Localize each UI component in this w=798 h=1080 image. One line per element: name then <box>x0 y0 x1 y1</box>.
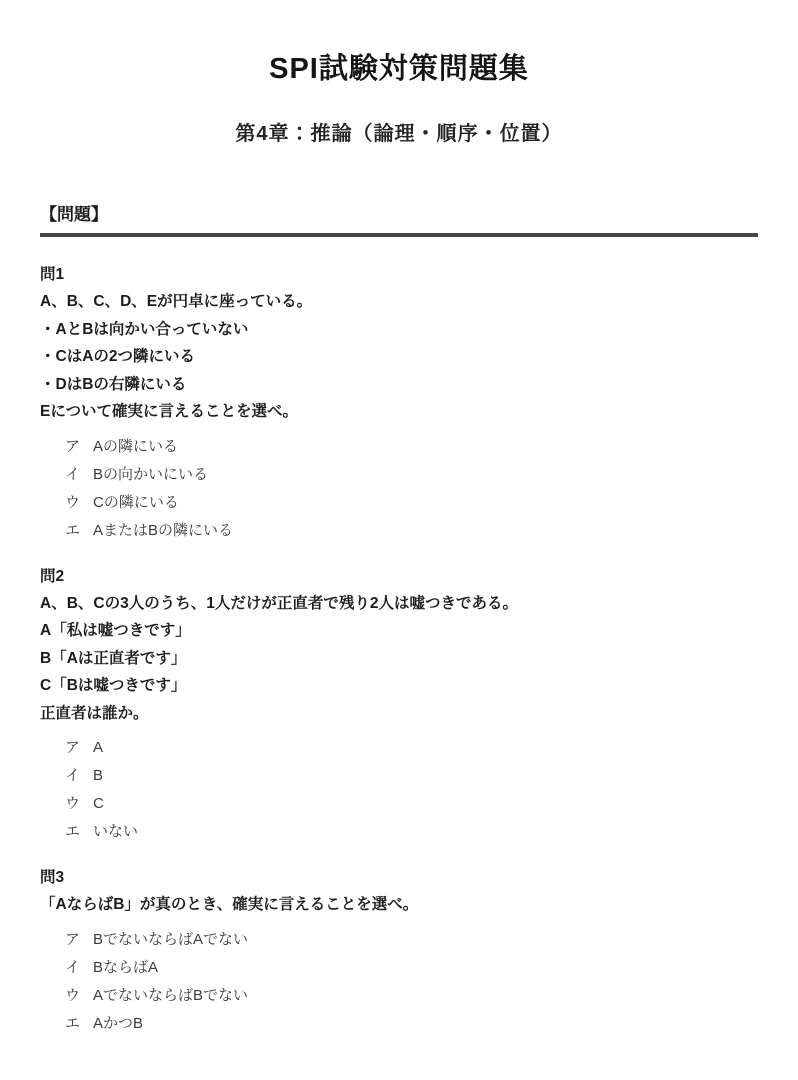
option-text: BでないならばAでない <box>93 930 249 948</box>
answer-option <box>65 489 758 517</box>
question-statement-line: 正直者は誰か。 <box>40 704 149 722</box>
option-marker: ア <box>65 437 81 455</box>
question-statement-line: A、B、C、D、Eが円卓に座っている。 <box>40 293 313 310</box>
answer-option <box>65 433 758 461</box>
option-text: AでないならばBでない <box>93 986 249 1004</box>
answer-options <box>65 433 758 545</box>
answer-option <box>65 734 758 762</box>
option-marker: エ <box>65 521 81 539</box>
question-statement-line: A「私は嘘つきです」 <box>40 622 191 639</box>
chapter-subtitle: 第4章：推論（論理・順序・位置） <box>235 123 563 145</box>
answer-option <box>65 818 758 846</box>
option-text: A <box>93 739 104 756</box>
question-block <box>40 257 758 545</box>
answer-option <box>65 517 758 545</box>
question-number: 問1 <box>40 266 65 283</box>
questions <box>0 257 798 1038</box>
option-text: Aの隣にいる <box>93 437 179 455</box>
answer-option <box>65 461 758 489</box>
option-marker: ア <box>65 930 81 948</box>
question-number: 問2 <box>40 567 65 585</box>
option-marker: エ <box>65 823 81 840</box>
option-marker: イ <box>65 767 81 784</box>
answer-option <box>65 982 758 1010</box>
answer-option <box>65 926 758 954</box>
option-text: C <box>93 795 104 812</box>
question-statements <box>40 891 758 919</box>
option-marker: ウ <box>65 986 81 1004</box>
answer-option <box>65 1010 758 1038</box>
answer-options <box>65 734 758 846</box>
question-block <box>40 860 758 1038</box>
option-text: AかつB <box>93 1014 144 1032</box>
question-statement-line: B「Aは正直者です」 <box>40 649 187 667</box>
option-marker: ウ <box>65 795 81 812</box>
option-text: いない <box>93 823 139 840</box>
question-number: 問3 <box>40 869 65 886</box>
document-title: SPI試験対策問題集 <box>269 53 529 85</box>
option-text: Bの向かいにいる <box>93 465 209 483</box>
question-statement-line: 「AならばB」が真のとき、確実に言えることを選べ。 <box>40 896 419 913</box>
question-statements <box>40 590 758 728</box>
option-text: B <box>93 767 104 784</box>
answer-option <box>65 954 758 982</box>
question-statement-line: ・CはAの2つ隣にいる <box>40 348 196 365</box>
question-statement-line: ・AとBは向かい合っていない <box>40 320 249 338</box>
option-marker: ア <box>65 739 81 756</box>
option-marker: イ <box>65 958 81 976</box>
option-text: AまたはBの隣にいる <box>93 521 234 539</box>
option-marker: ウ <box>65 493 81 511</box>
answer-option <box>65 762 758 790</box>
question-statement-line: C「Bは嘘つきです」 <box>40 677 187 694</box>
question-statement-line: A、B、Cの3人のうち、1人だけが正直者で残り2人は嘘つきである。 <box>40 594 518 612</box>
question-statement-line: Eについて確実に言えることを選べ。 <box>40 403 299 420</box>
option-text: Cの隣にいる <box>93 493 179 511</box>
section-header: 【問題】 <box>40 205 108 224</box>
option-text: BならばA <box>93 958 159 976</box>
question-statement-line: ・DはBの右隣にいる <box>40 375 187 393</box>
answer-options <box>65 926 758 1038</box>
answer-option <box>65 790 758 818</box>
question-block <box>40 559 758 847</box>
question-statements <box>40 288 758 426</box>
option-marker: エ <box>65 1014 81 1032</box>
section-divider <box>40 233 758 237</box>
option-marker: イ <box>65 465 81 483</box>
